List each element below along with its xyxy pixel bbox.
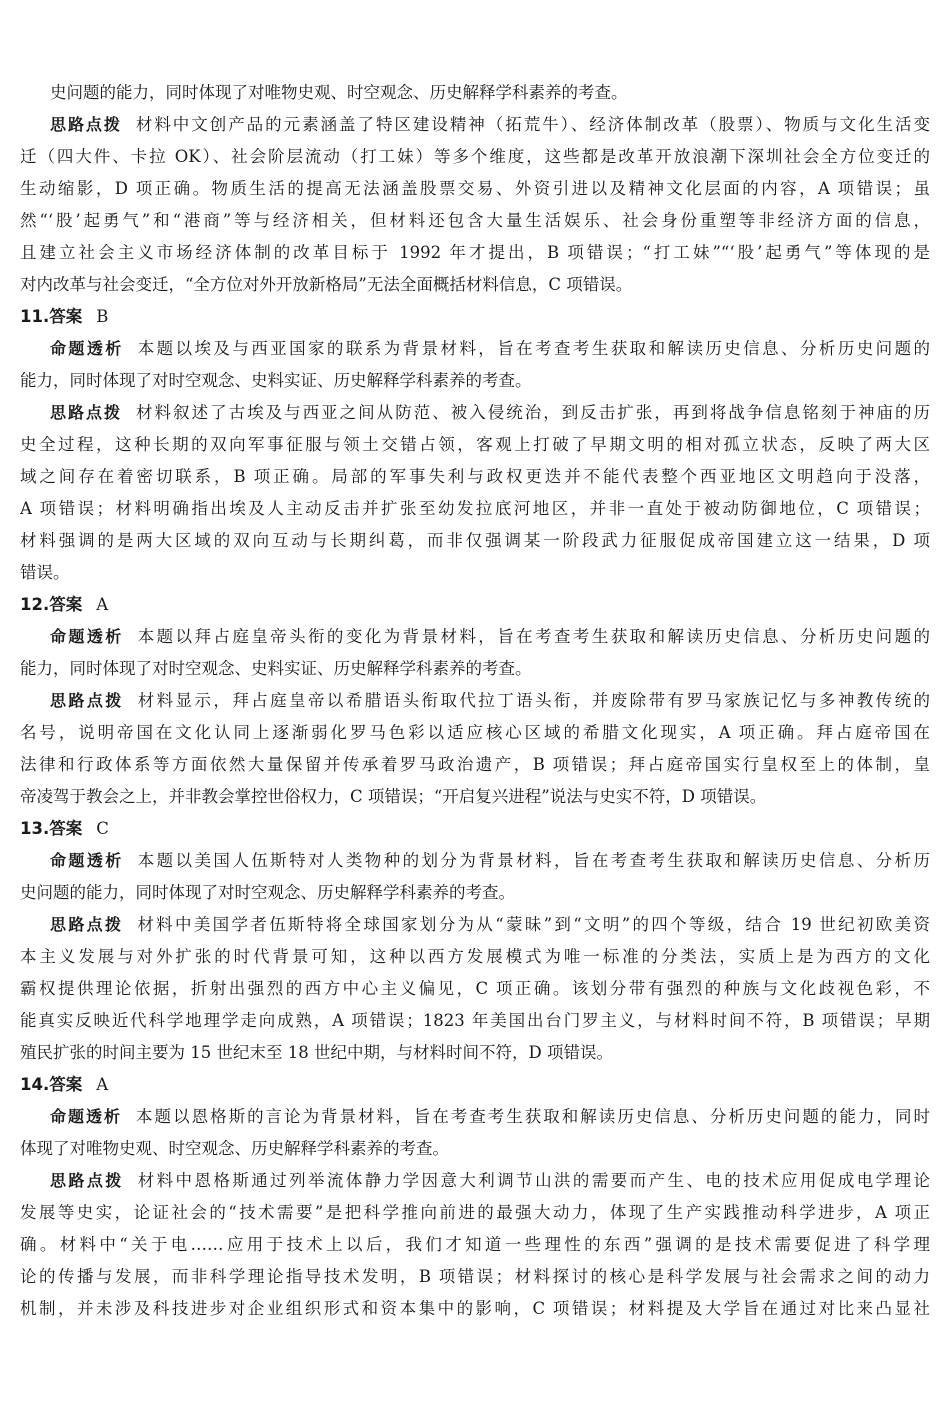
answer-label: 答案	[49, 1075, 83, 1094]
question-number: 13.	[20, 819, 50, 838]
intent-line	[20, 333, 930, 365]
intent-line	[20, 845, 930, 877]
question-number: 12.	[20, 595, 50, 614]
analysis-label: 思路点拨	[50, 1171, 124, 1190]
intent-text: 本题以埃及与西亚国家的联系为背景材料，旨在考查考生获取和解读历史信息、分析历史问题的	[137, 339, 930, 358]
intent-label: 命题透析	[50, 627, 124, 646]
answer-line	[20, 301, 930, 333]
answer-value: A	[96, 1075, 109, 1094]
question-12	[20, 589, 930, 813]
analysis-line	[20, 909, 930, 941]
intent-label: 命题透析	[50, 851, 124, 870]
intent-line: 能力，同时体现了对时空观念、史料实证、历史解释学科素养的考查。	[20, 659, 532, 678]
intent-label: 命题透析	[50, 339, 124, 358]
analysis-line: 霸权提供理论依据，折射出强烈的西方中心主义偏见，C 项正确。该划分带有强烈的种族与文化歧视色彩，不	[20, 979, 930, 998]
answer-value: A	[96, 595, 109, 614]
analysis-line: 能真实反映近代科学地理学走向成熟，A 项错误；1823 年美国出台门罗主义，与材料时间不符，B 项错误；早期	[20, 1011, 930, 1030]
answer-explanations-page	[20, 77, 930, 1325]
analysis-line: A 项错误；材料明确指出埃及人主动反击并扩张至幼发拉底河地区，并非一直处于被动防御地位，C 项错误；	[20, 499, 930, 518]
analysis-line: 错误。	[20, 563, 70, 582]
lead-analysis-line: 且建立社会主义市场经济体制的改革目标于 1992 年才提出，B 项错误；“打工妹”“‘股’起勇气”等体现的是	[20, 243, 930, 262]
lead-analysis-line: 迁（四大件、卡拉 OK）、社会阶层流动（打工妹）等多个维度，这些都是改革开放浪潮下深圳社会全方位变迁的	[20, 147, 930, 166]
analysis-text: 材料显示，拜占庭皇帝以希腊语头衔取代拉丁语头衔，并废除带有罗马家族记忆与多神教传统的	[137, 691, 930, 710]
analysis-line: 帝凌驾于教会之上，并非教会掌控世俗权力，C 项错误；“开启复兴进程”说法与史实不符，D 项错误。	[20, 787, 767, 806]
analysis-line: 史全过程，这种长期的双向军事征服与领土交错占领，客观上打破了早期文明的相对孤立状态，反映了两大区	[20, 435, 930, 454]
intent-text: 本题以美国人伍斯特对人类物种的划分为背景材料，旨在考查考生获取和解读历史信息、分析历	[137, 851, 930, 870]
analysis-text: 材料中美国学者伍斯特将全球国家划分为从“蒙昧”到“文明”的四个等级，结合 19 世纪初欧美资	[137, 915, 930, 934]
intent-line: 体现了对唯物史观、时空观念、历史解释学科素养的考查。	[20, 1139, 449, 1158]
analysis-line	[20, 1165, 930, 1197]
answer-line	[20, 1069, 930, 1101]
answer-label: 答案	[49, 595, 83, 614]
answer-value: C	[96, 819, 109, 838]
intent-line: 史问题的能力，同时体现了对时空观念、历史解释学科素养的考查。	[20, 883, 515, 902]
intent-line	[20, 621, 930, 653]
question-13	[20, 813, 930, 1069]
analysis-line: 本主义发展与对外扩张的时代背景可知，这种以西方发展模式为唯一标准的分类法，实质上是为西方的文化	[20, 947, 930, 966]
question-14	[20, 1069, 930, 1325]
lead-analysis-line	[20, 109, 930, 141]
question-11	[20, 301, 930, 589]
analysis-line: 发展等史实，论证社会的“技术需要”是把科学推向前进的最强大动力，体现了生产实践推动科学进步，A 项正	[20, 1203, 930, 1222]
lead-analysis-line: 生动缩影，D 项正确。物质生活的提高无法涵盖股票交易、外资引进以及精神文化层面的内容，A 项错误；虽	[20, 179, 930, 198]
analysis-line	[20, 685, 930, 717]
answer-line	[20, 589, 930, 621]
intent-text: 本题以拜占庭皇帝头衔的变化为背景材料，旨在考查考生获取和解读历史信息、分析历史问题的	[137, 627, 930, 646]
intent-line	[20, 1101, 930, 1133]
analysis-line: 确。材料中“关于电……应用于技术上以后，我们才知道一些理性的东西”强调的是技术需要促进了科学理	[20, 1235, 930, 1254]
question-number: 14.	[20, 1075, 50, 1094]
lead-line: 史问题的能力，同时体现了对唯物史观、时空观念、历史解释学科素养的考查。	[50, 83, 628, 102]
analysis-line: 材料强调的是两大区域的双向互动与长期纠葛，而非仅强调某一阶段武力征服促成帝国建立这一结果，D 项	[20, 531, 930, 550]
analysis-line: 名号，说明帝国在文化认同上逐渐弱化罗马色彩以适应核心区域的希腊文化现实，A 项正确。拜占庭帝国在	[20, 723, 930, 742]
analysis-line: 域之间存在着密切联系，B 项正确。局部的军事失利与政权更迭并不能代表整个西亚地区文明趋向于没落，	[20, 467, 930, 486]
analysis-line: 法律和行政体系等方面依然大量保留并传承着罗马政治遗产，B 项错误；拜占庭帝国实行皇权至上的体制，皇	[20, 755, 930, 774]
analysis-label: 思路点拨	[50, 915, 124, 934]
analysis-text: 材料中文创产品的元素涵盖了特区建设精神（拓荒牛）、经济体制改革（股票）、物质与文化生活变	[135, 115, 930, 134]
intent-label: 命题透析	[50, 1107, 123, 1126]
analysis-text: 材料中恩格斯通过列举流体静力学因意大利调节山洪的需要而产生、电的技术应用促成电学理论	[137, 1171, 930, 1190]
analysis-line: 论的传播与发展，而非科学理论指导技术发明，B 项错误；材料探讨的核心是科学发展与社会需求之间的动力	[20, 1267, 930, 1286]
analysis-line: 殖民扩张的时间主要为 15 世纪末至 18 世纪中期，与材料时间不符，D 项错误。	[20, 1043, 613, 1062]
lead-analysis-block	[20, 109, 930, 301]
lead-analysis-line: 对内改革与社会变迁，“全方位对外开放新格局”无法全面概括材料信息，C 项错误。	[20, 275, 633, 294]
answer-value: B	[96, 307, 109, 326]
analysis-text: 材料叙述了古埃及与西亚之间从防范、被入侵统治，到反击扩张，再到将战争信息铭刻于神庙的历	[136, 403, 930, 422]
analysis-line	[20, 397, 930, 429]
intent-line: 能力，同时体现了对时空观念、史料实证、历史解释学科素养的考查。	[20, 371, 532, 390]
answer-line	[20, 813, 930, 845]
analysis-line: 机制，并未涉及科技进步对企业组织形式和资本集中的影响，C 项错误；材料提及大学旨在通过对比来凸显社	[20, 1299, 930, 1318]
analysis-label: 思路点拨	[50, 403, 123, 422]
intent-text: 本题以恩格斯的言论为背景材料，旨在考查考生获取和解读历史信息、分析历史问题的能力，同时	[136, 1107, 930, 1126]
answer-label: 答案	[49, 307, 83, 326]
question-number: 11.	[20, 307, 50, 326]
lead-analysis-line: 然“‘股’起勇气”和“港商”等与经济相关，但材料还包含大量生活娱乐、社会身份重塑等非经济方面的信息，	[20, 211, 930, 230]
analysis-label: 思路点拨	[50, 115, 122, 134]
answer-label: 答案	[49, 819, 83, 838]
analysis-label: 思路点拨	[50, 691, 124, 710]
